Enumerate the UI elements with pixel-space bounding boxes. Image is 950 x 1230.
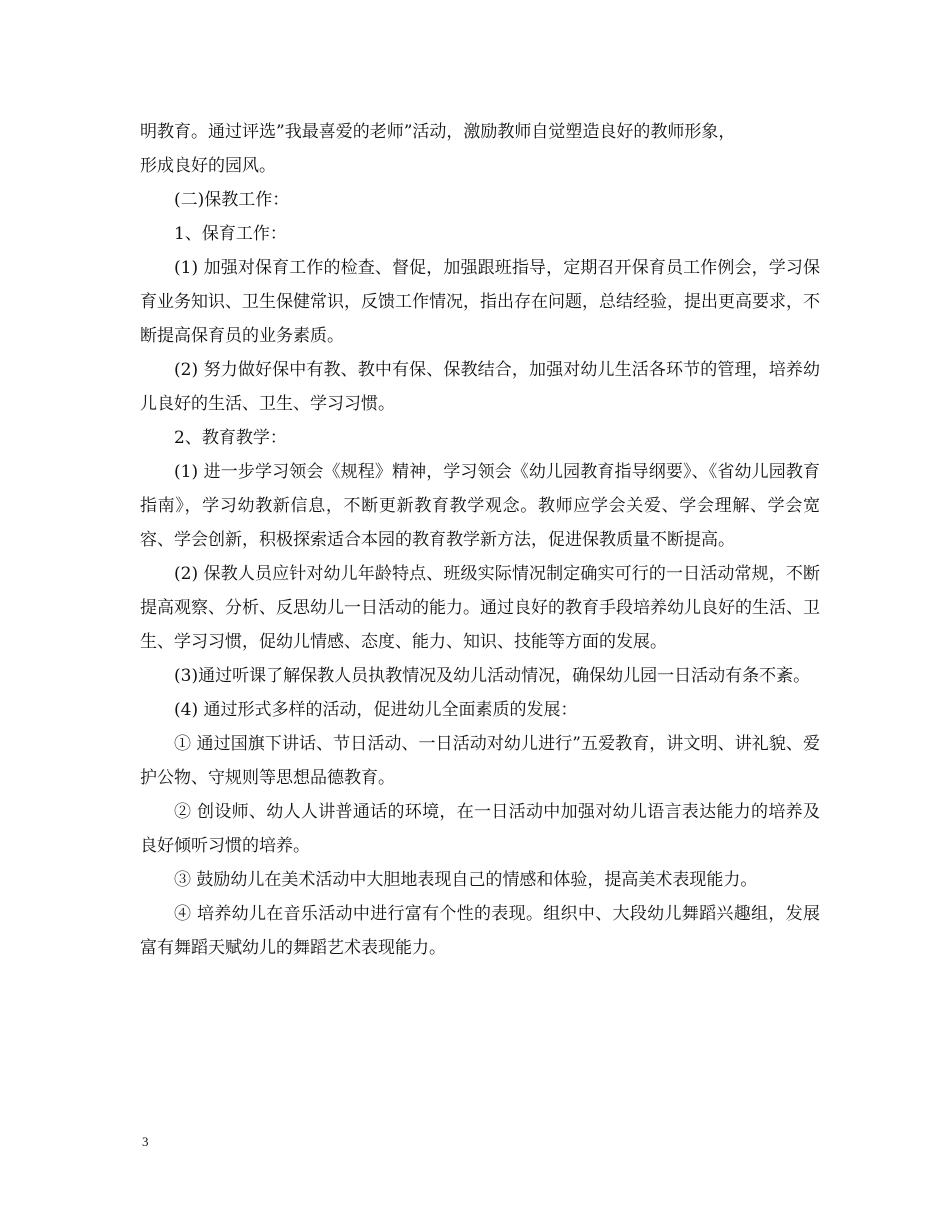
document-body [140, 115, 820, 965]
paragraph-continuation: 明教育。通过评选”我最喜爱的老师”活动，激励教师自觉塑造良好的教师形象， 形成良好的园风。 [140, 122, 736, 176]
subheading-teaching: 2、教育教学： [174, 428, 287, 448]
subheading-childcare-work: 1、保育工作： [174, 224, 287, 244]
heading-childcare-education-work: (二)保教工作： [174, 190, 290, 210]
paragraph-childcare-2: (2) 努力做好保中有教、教中有保、保教结合，加强对幼儿生活各环节的管理，培养幼儿良好的生活、卫生、学习习惯。 [140, 360, 820, 414]
paragraph-teaching-2: (2) 保教人员应针对幼儿年龄特点、班级实际情况制定确实可行的一日活动常规，不断提高观察、分析、反思幼儿一日活动的能力。通过良好的教育手段培养幼儿良好的生活、卫生、学习习惯，促幼儿情感、态度、能力、知识、技能等方面的发展。 [140, 564, 820, 652]
page-number: 3 [142, 1134, 149, 1149]
paragraph-childcare-1: (1) 加强对保育工作的检查、督促，加强跟班指导，定期召开保育员工作例会，学习保育业务知识、卫生保健常识，反馈工作情况，指出存在问题，总结经验，提出更高要求，不断提高保育员的业务素质。 [140, 258, 820, 346]
list-item-2: ② 创设师、幼人人讲普通话的环境，在一日活动中加强对幼儿语言表达能力的培养及良好倾听习惯的培养。 [140, 802, 820, 856]
paragraph-teaching-4: (4) 通过形式多样的活动，促进幼儿全面素质的发展： [174, 700, 578, 720]
list-item-3: ③ 鼓励幼儿在美术活动中大胆地表现自己的情感和体验，提高美术表现能力。 [174, 870, 758, 890]
paragraph-teaching-3: (3)通过听课了解保教人员执教情况及幼儿活动情况，确保幼儿园一日活动有条不紊。 [174, 666, 811, 686]
list-item-1: ① 通过国旗下讲话、节日活动、一日活动对幼儿进行”五爱教育，讲文明、讲礼貌、爱护公物、守规则等思想品德教育。 [140, 734, 820, 788]
paragraph-teaching-1: (1) 进一步学习领会《规程》精神，学习领会《幼儿园教育指导纲要》、《省幼儿园教育指南》，学习幼教新信息，不断更新教育教学观念。教师应学会关爱、学会理解、学会宽容、学会创新，积极探索适合本园的教育教学新方法，促进保教质量不断提高。 [140, 462, 820, 550]
list-item-4: ④ 培养幼儿在音乐活动中进行富有个性的表现。组织中、大段幼儿舞蹈兴趣组，发展富有舞蹈天赋幼儿的舞蹈艺术表现能力。 [140, 904, 820, 958]
